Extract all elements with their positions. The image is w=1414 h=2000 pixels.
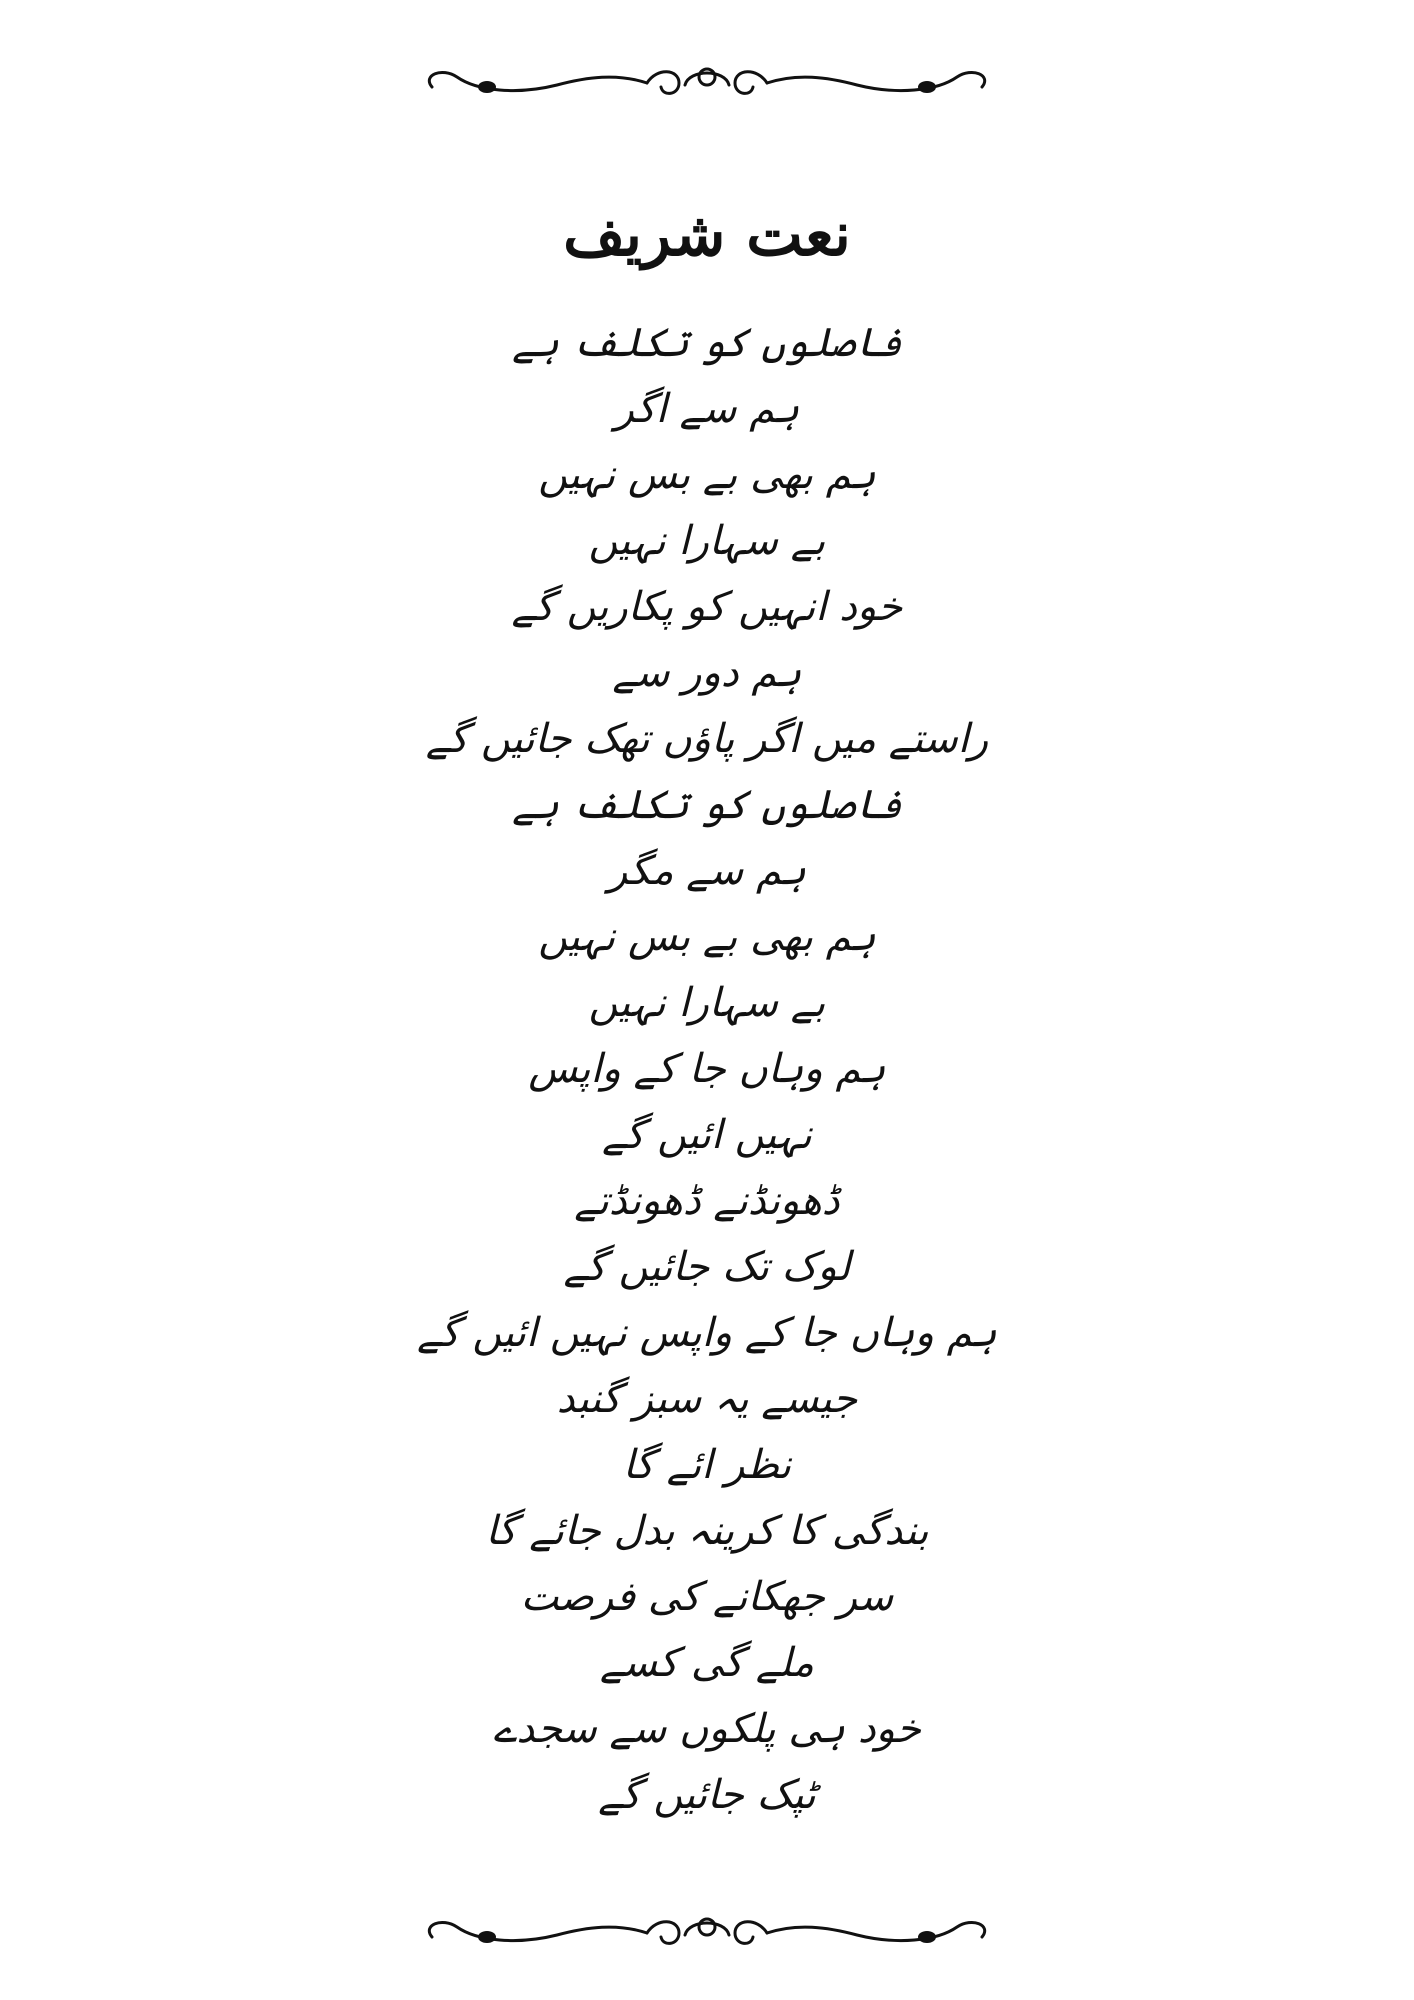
bottom-flourish-ornament — [417, 1905, 997, 1965]
verse-line: نہیں ائیں گے — [602, 1112, 812, 1158]
verse-line: فاصلوں کو تکلف ہے — [512, 782, 902, 828]
verse-line: فاصلوں کو تکلف ہے — [512, 320, 902, 366]
verse-line: بے سہارا نہیں — [588, 518, 826, 564]
verse-line: ہم سے مگر — [607, 848, 807, 894]
verse-line: ٹپک جائیں گے — [598, 1772, 816, 1818]
verse-line: راستے میں اگر پاؤں تھک جائیں گے — [425, 716, 989, 762]
verse-line: خود ہی پلکوں سے سجدے — [492, 1706, 922, 1752]
verse-line: ہم وہاں جا کے واپس — [528, 1046, 886, 1092]
top-flourish-ornament — [417, 55, 997, 115]
verse-line: نظر ائے گا — [622, 1442, 792, 1488]
verse-line: بندگی کا کرینہ بدل جائے گا — [485, 1508, 929, 1554]
verse-line: جیسے یہ سبز گنبد — [556, 1376, 858, 1422]
verse-line: لوک تک جائیں گے — [563, 1244, 851, 1290]
verse-line: ہم دور سے — [612, 650, 802, 696]
page-title: نعت شریف — [563, 200, 851, 270]
verse-line: ہم بھی بے بس نہیں — [538, 914, 876, 960]
verse-line: ہم وہاں جا کے واپس نہیں ائیں گے — [417, 1310, 997, 1356]
verse-line: بے سہارا نہیں — [588, 980, 826, 1026]
verse-line: ڈھونڈنے ڈھونڈتے — [574, 1178, 840, 1224]
verse-line: ہم بھی بے بس نہیں — [538, 452, 876, 498]
verse-line: خود انہیں کو پکاریں گے — [511, 584, 903, 630]
verse-line: ہم سے اگر — [614, 386, 800, 432]
poem-verses — [0, 310, 1414, 1828]
verse-line: سر جھکانے کی فرصت — [520, 1574, 894, 1620]
verse-line: ملے گی کسے — [599, 1640, 815, 1686]
